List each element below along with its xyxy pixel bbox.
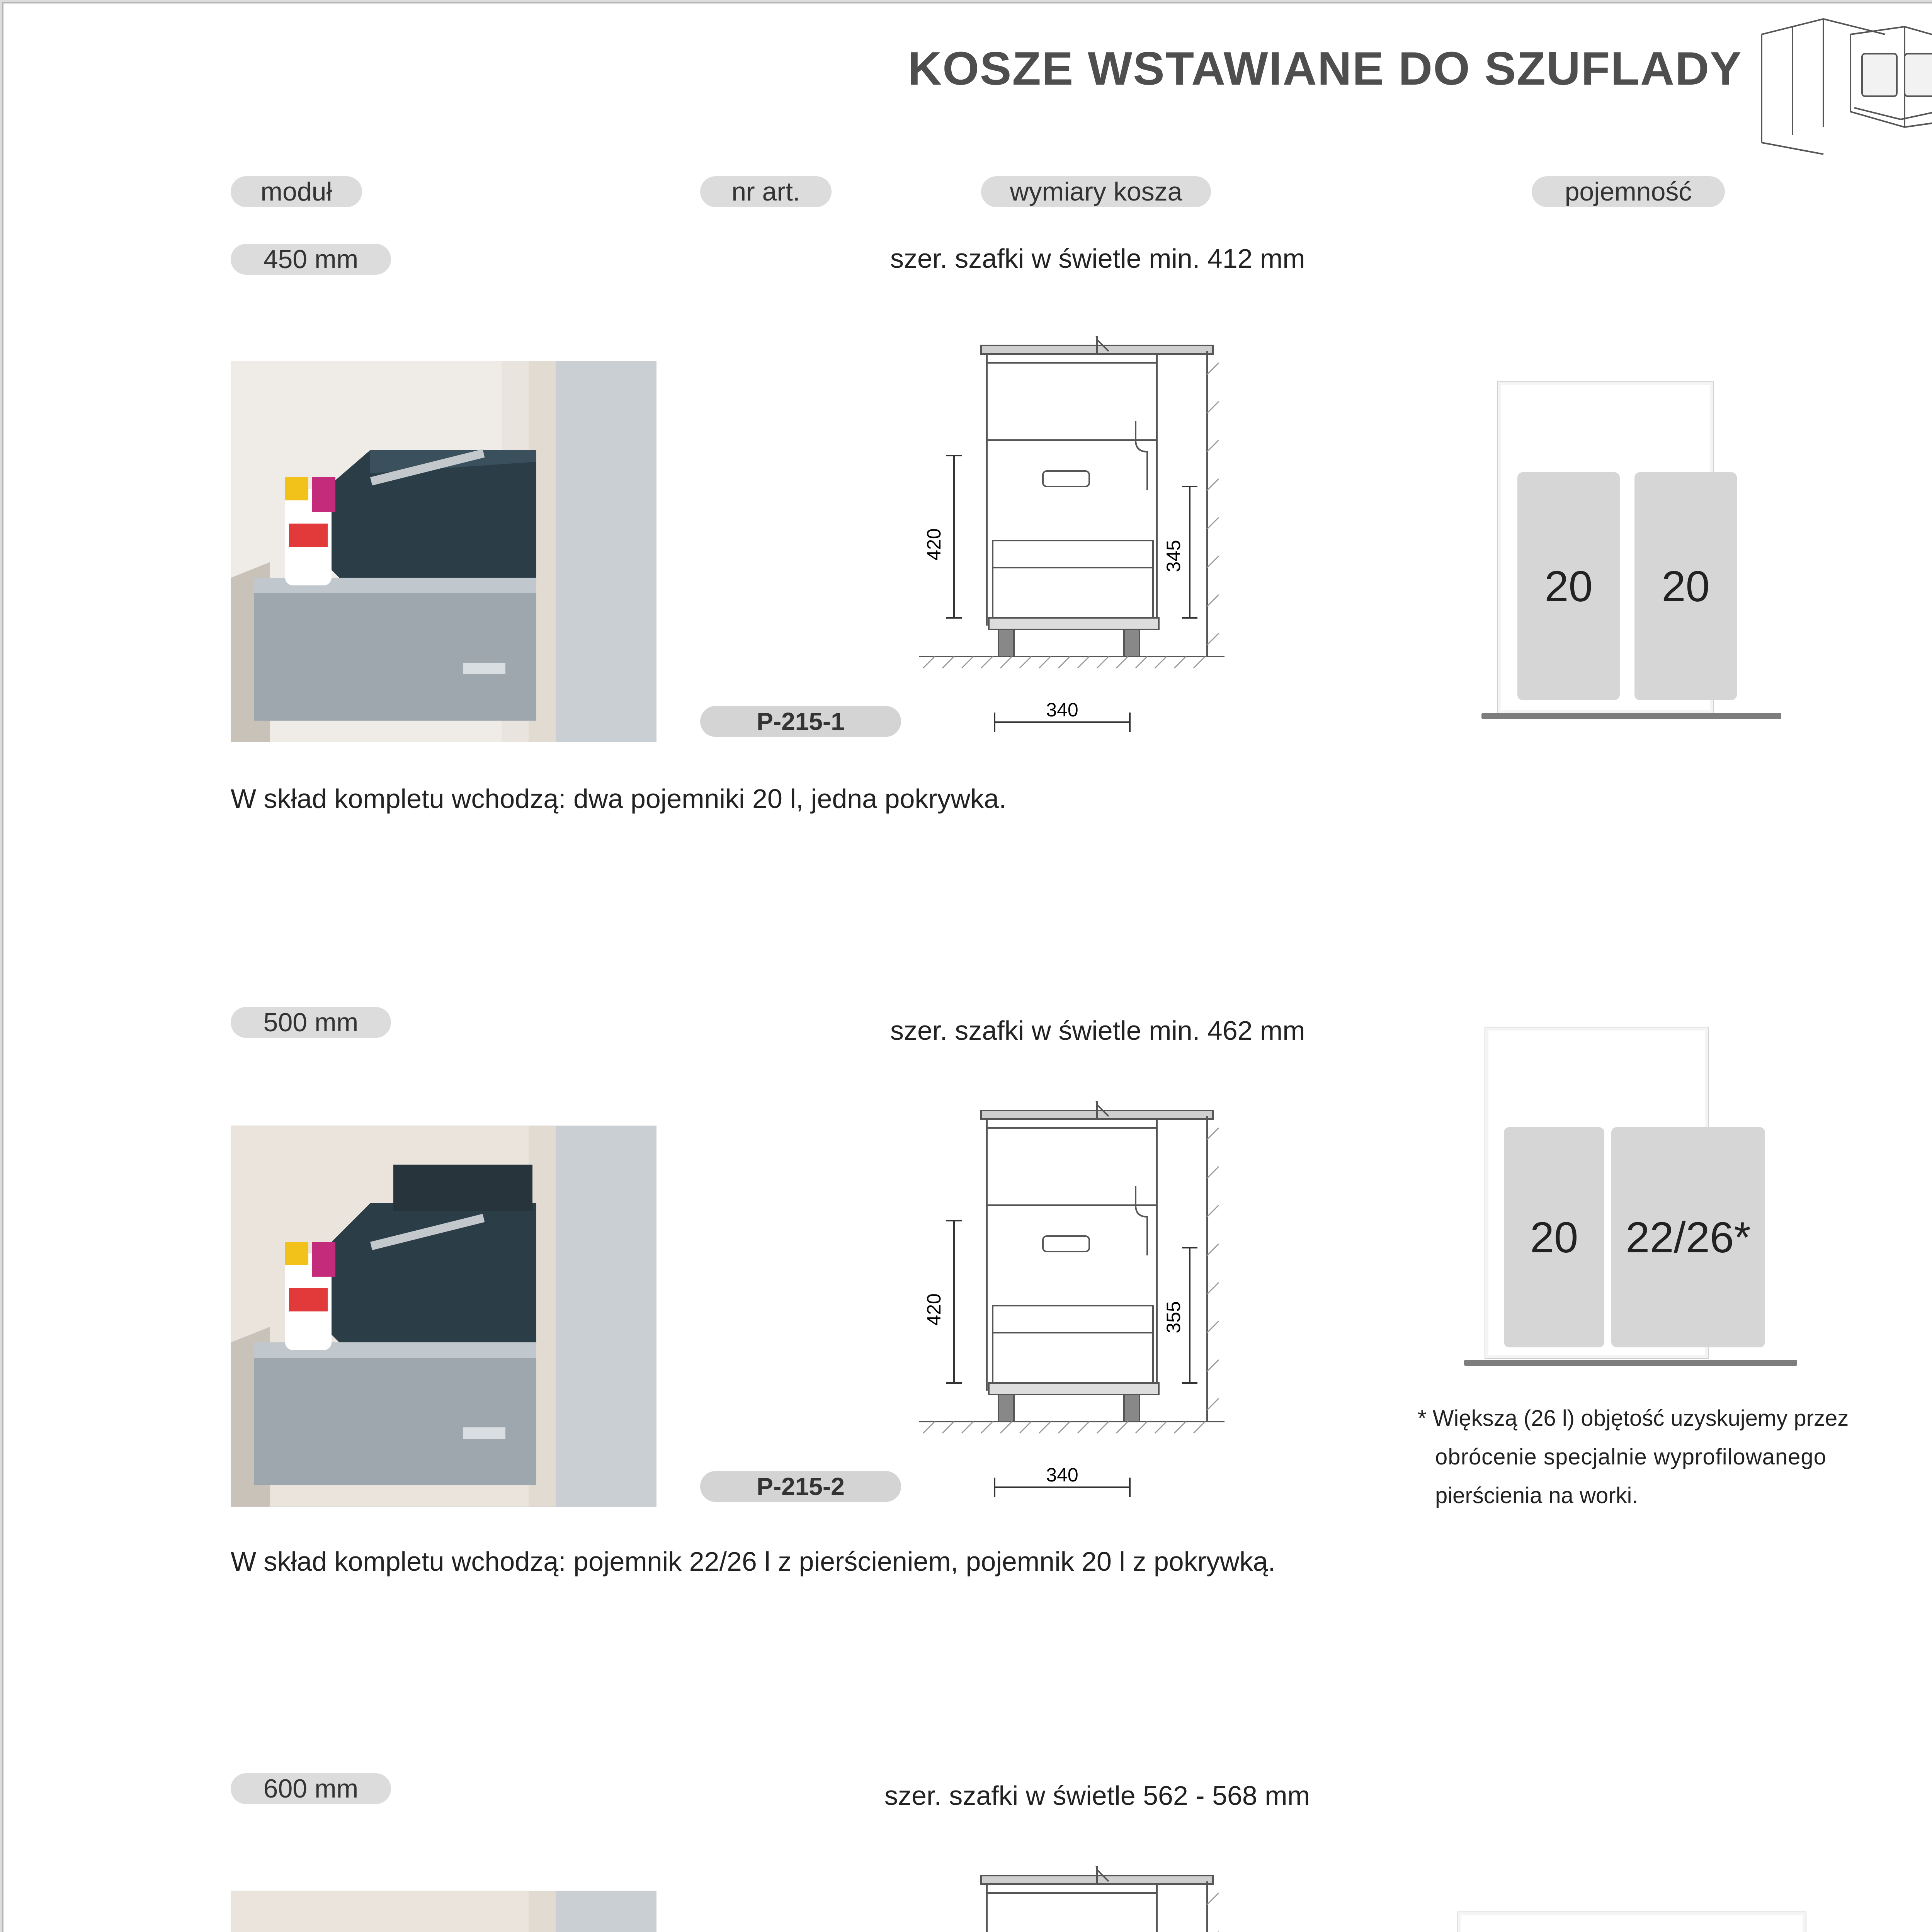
dim-depth-label: 340 — [1046, 699, 1078, 721]
product-photo — [231, 1891, 656, 1932]
capacity-diagram — [1485, 1027, 1751, 1358]
dim-inner-label: 355 — [1163, 1301, 1184, 1333]
module-pill: 500 mm — [231, 1007, 391, 1038]
article-code: P-215-1 — [700, 706, 901, 737]
footnote-line-1: * Większą (26 l) objętość uzyskujemy przez — [1418, 1406, 1849, 1431]
bin-left: 20 — [1504, 1127, 1604, 1347]
dim-height-label: 420 — [923, 528, 945, 561]
footnote-line-3: pierścienia na worki. — [1435, 1483, 1638, 1508]
footnote-line-2: obrócenie specjalnie wyprofilowanego — [1435, 1444, 1827, 1469]
header-capacity: pojemność — [1532, 176, 1725, 207]
product-photo — [231, 361, 656, 742]
capacity-diagram — [1458, 1912, 1806, 1932]
header-article: nr art. — [700, 176, 832, 207]
header-module: moduł — [231, 176, 362, 207]
product-photo — [231, 1126, 656, 1507]
page-title: KOSZE WSTAWIANE DO SZUFLADY — [908, 42, 1742, 95]
bin-left: 20 — [1517, 472, 1620, 700]
bin-right: 20 — [1634, 472, 1737, 700]
dim-height-label: 420 — [923, 1293, 945, 1326]
module-pill: 600 mm — [231, 1773, 391, 1804]
cabinet-width-note: szer. szafki w świetle min. 412 mm — [890, 243, 1305, 274]
capacity-diagram — [1498, 382, 1713, 713]
cabinet-width-note: szer. szafki w świetle 562 - 568 mm — [884, 1781, 1310, 1811]
cabinet-width-note: szer. szafki w świetle min. 462 mm — [890, 1015, 1305, 1046]
capacity-base — [1481, 713, 1781, 719]
cabinet-drawer-illustration — [1758, 11, 1932, 158]
kit-contents: W skład kompletu wchodzą: dwa pojemniki 20 l, jedna pokrywka. — [231, 784, 1007, 814]
kit-contents: W skład kompletu wchodzą: pojemnik 22/26 l z pierścieniem, pojemnik 20 l z pokrywką. — [231, 1546, 1276, 1577]
article-code: P-215-2 — [700, 1471, 901, 1502]
bin-right: 22/26* — [1611, 1127, 1765, 1347]
capacity-base — [1464, 1360, 1797, 1366]
module-pill: 450 mm — [231, 244, 391, 275]
dimension-drawing — [919, 1866, 1236, 1932]
dim-depth-label: 340 — [1046, 1464, 1078, 1486]
dimension-drawing — [919, 1101, 1236, 1507]
dimension-drawing — [919, 336, 1236, 742]
catalog-page — [2, 2, 1932, 1932]
header-dimensions: wymiary kosza — [981, 176, 1211, 207]
dim-inner-label: 345 — [1163, 540, 1184, 572]
